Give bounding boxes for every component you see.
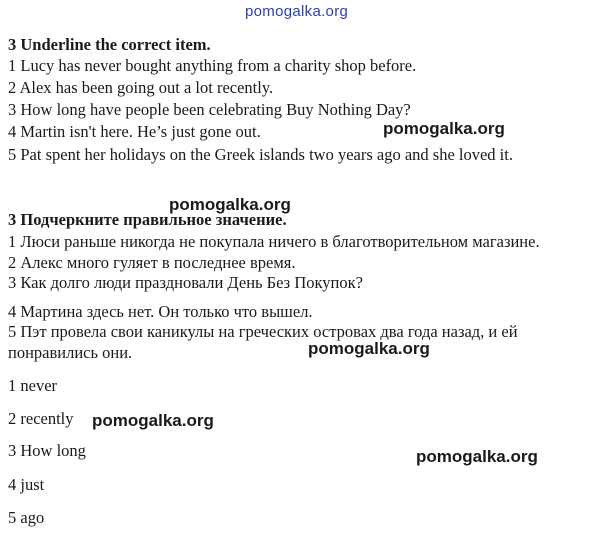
watermark-mark: pomogalka.org — [383, 119, 505, 138]
english-item-1: 1 Lucy has never bought anything from a charity shop before. — [8, 56, 417, 75]
russian-item-4: 4 Мартина здесь нет. Он только что вышел. — [8, 302, 313, 321]
watermark-mark: pomogalka.org — [92, 411, 214, 430]
watermark-mark: pomogalka.org — [169, 195, 291, 214]
russian-item-3: 3 Как долго люди праздновали День Без Покупок? — [8, 273, 363, 292]
answer-3: 3 How long — [8, 441, 86, 460]
answer-4: 4 just — [8, 475, 45, 494]
english-heading: 3 Underline the correct item. — [8, 35, 211, 54]
english-item-5: 5 Pat spent her holidays on the Greek islands two years ago and she loved it. — [8, 145, 513, 164]
russian-item-2: 2 Алекс много гуляет в последнее время. — [8, 253, 296, 272]
answer-5: 5 ago — [8, 508, 45, 527]
russian-item-1: 1 Люси раньше никогда не покупала ничего в благотворительном магазине. — [8, 232, 540, 251]
russian-item-5: 5 Пэт провела свои каникулы на греческих островах два года назад, и ей — [8, 322, 518, 341]
english-item-3: 3 How long have people been celebrating Buy Nothing Day? — [8, 100, 411, 119]
english-item-2: 2 Alex has been going out a lot recently. — [8, 78, 274, 97]
answer-2: 2 recently — [8, 409, 74, 428]
watermark-mark: pomogalka.org — [416, 447, 538, 466]
russian-item-5-continued: понравились они. — [8, 343, 133, 362]
answer-1: 1 never — [8, 376, 58, 395]
english-item-4: 4 Martin isn't here. He’s just gone out. — [8, 122, 261, 141]
russian-heading: 3 Подчеркните правильное значение. — [8, 210, 287, 229]
watermark-top: pomogalka.org — [245, 3, 349, 20]
watermark-mark: pomogalka.org — [308, 339, 430, 358]
